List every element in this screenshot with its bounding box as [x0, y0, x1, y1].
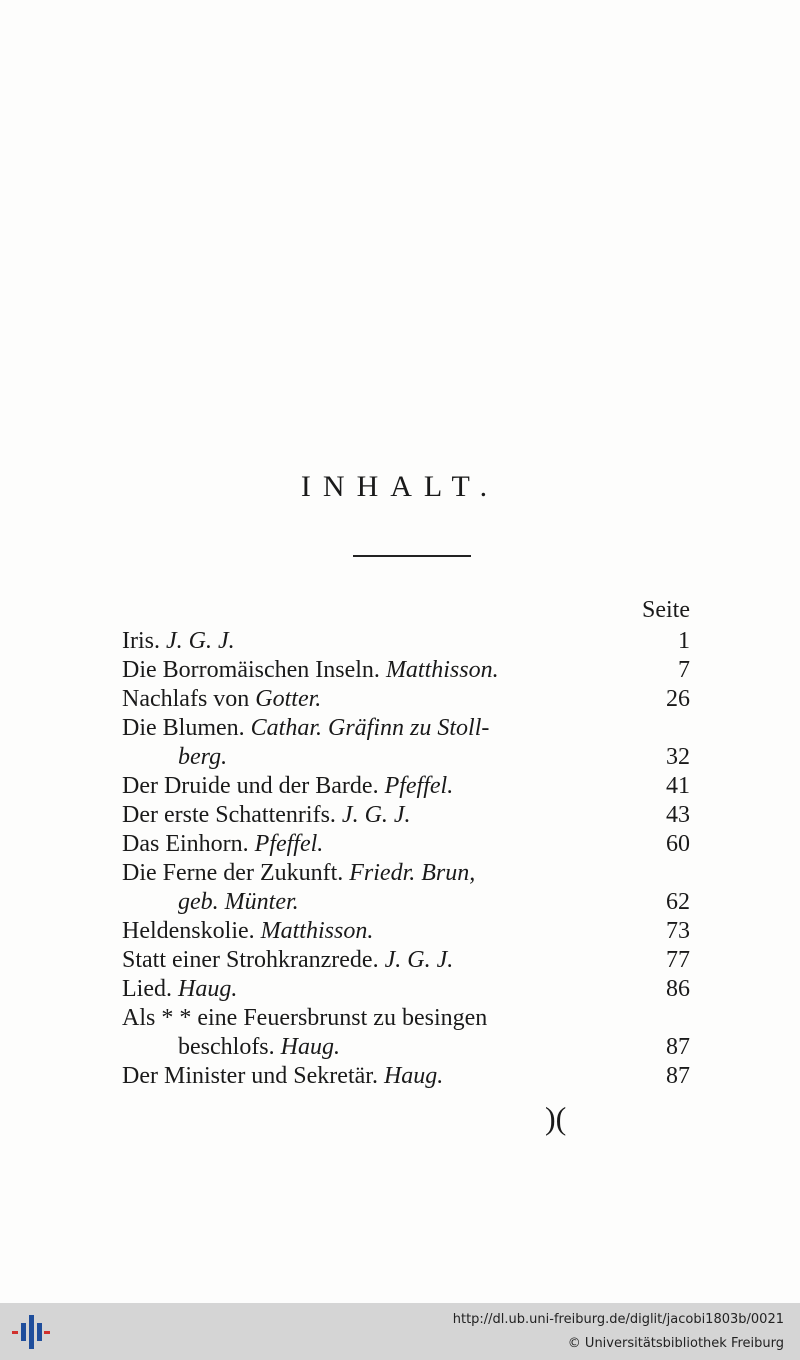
toc-entry — [122, 656, 690, 685]
ub-freiburg-logo-icon — [11, 1313, 51, 1351]
toc-entry-text — [122, 685, 321, 714]
toc-title: beschlofs. — [178, 1034, 275, 1060]
toc-author: J. G. J. — [166, 628, 235, 654]
toc-entry — [122, 888, 690, 917]
toc-entry-text — [122, 772, 453, 801]
toc-page-number: 87 — [666, 1034, 690, 1060]
toc-entry-text — [122, 1004, 487, 1033]
toc-entry — [122, 772, 690, 801]
toc-page-number: 86 — [666, 976, 690, 1002]
seite-label: Seite — [642, 597, 690, 623]
toc-page-number: 77 — [666, 947, 690, 973]
toc-author: berg. — [178, 744, 228, 770]
toc-title: Die Blumen. — [122, 715, 245, 741]
toc-entry-text — [122, 859, 475, 888]
toc-entry — [122, 743, 690, 772]
toc-page-number: 26 — [666, 686, 690, 712]
signature-mark: )( — [545, 1100, 567, 1136]
toc-page-number: 60 — [666, 831, 690, 857]
toc-author: Pfeffel. — [254, 831, 324, 857]
toc-entry — [122, 1033, 690, 1062]
toc-title: Lied. — [122, 976, 172, 1002]
toc-entry — [122, 627, 690, 656]
toc-entry — [122, 917, 690, 946]
toc-title: Nachlafs von — [122, 686, 250, 712]
toc-author: Gotter. — [255, 686, 322, 712]
toc-page-number: 87 — [666, 1063, 690, 1089]
toc-author: Pfeffel. — [384, 773, 454, 799]
toc-author: Cathar. Gräfinn zu Stoll- — [250, 715, 490, 741]
toc-page-number: 32 — [666, 744, 690, 770]
heading-rule — [353, 555, 471, 557]
toc-entry — [122, 714, 690, 743]
toc-entry — [122, 975, 690, 1004]
toc-page-number: 62 — [666, 889, 690, 915]
toc-entry-text — [178, 888, 299, 917]
toc-title: Die Borromäischen Inseln. — [122, 657, 380, 683]
toc-title: Heldenskolie. — [122, 918, 255, 944]
toc-author: Matthisson. — [385, 657, 499, 683]
toc-title: Der Druide und der Barde. — [122, 773, 379, 799]
toc-author: J. G. J. — [341, 802, 411, 828]
toc-entry — [122, 1004, 690, 1033]
toc-entry-text — [122, 830, 323, 859]
toc-entry-text — [178, 1033, 340, 1062]
toc-entry-text — [178, 743, 227, 772]
toc-entry-text — [122, 1062, 443, 1091]
toc-page-number: 7 — [678, 657, 690, 683]
toc-author: Haug. — [177, 976, 238, 1002]
toc-entry — [122, 685, 690, 714]
toc-entry — [122, 859, 690, 888]
toc-entry — [122, 801, 690, 830]
toc-title: Der erste Schattenrifs. — [122, 802, 336, 828]
toc-author: Haug. — [383, 1063, 444, 1089]
page-heading: INHALT. — [300, 470, 500, 503]
toc-entry-text — [122, 656, 499, 685]
toc-entry-text — [122, 946, 453, 975]
table-of-contents — [122, 627, 690, 1091]
toc-page-number: 43 — [666, 802, 690, 828]
toc-entry-text — [122, 801, 411, 830]
source-url[interactable]: http://dl.ub.uni-freiburg.de/diglit/jacobi1803b/0021 — [452, 1312, 784, 1327]
toc-page-number: 41 — [666, 773, 690, 799]
toc-page-number: 1 — [678, 628, 690, 654]
toc-entry — [122, 946, 690, 975]
toc-author: Matthisson. — [260, 918, 374, 944]
toc-entry-text — [122, 627, 235, 656]
toc-title: Statt einer Strohkranzrede. — [122, 947, 379, 973]
toc-author: J. G. J. — [384, 947, 454, 973]
footer-bar — [0, 1303, 800, 1360]
toc-author: geb. Münter. — [178, 889, 299, 915]
toc-author: Friedr. Brun, — [349, 860, 476, 886]
toc-title: Das Einhorn. — [122, 831, 249, 857]
toc-page-number: 73 — [666, 918, 690, 944]
toc-entry-text — [122, 917, 373, 946]
toc-entry — [122, 830, 690, 859]
toc-entry-text — [122, 975, 237, 1004]
toc-author: Haug. — [280, 1034, 340, 1060]
toc-title: Iris. — [122, 628, 160, 654]
toc-title: Der Minister und Sekretär. — [122, 1063, 378, 1089]
toc-entry — [122, 1062, 690, 1091]
toc-title: Die Ferne der Zukunft. — [122, 860, 344, 886]
toc-title: Als * * eine Feuersbrunst zu besingen — [122, 1005, 488, 1031]
copyright-text: © Universitätsbibliothek Freiburg — [567, 1336, 784, 1351]
toc-entry-text — [122, 714, 489, 743]
